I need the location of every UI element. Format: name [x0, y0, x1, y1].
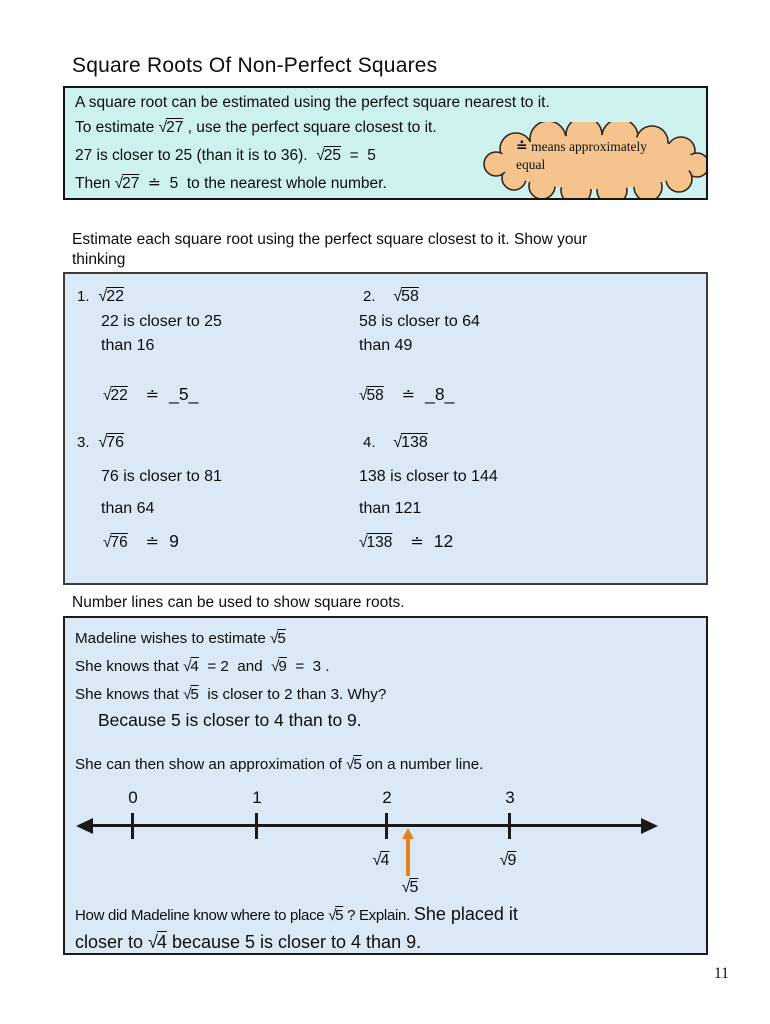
sqrt5-arrow-shaft: [406, 838, 410, 876]
sqrt: √ 138: [393, 434, 427, 451]
tick-label-3: 3: [505, 788, 515, 807]
page-number: 11: [714, 965, 729, 982]
numberline-arrowhead-left-icon: [76, 818, 93, 834]
intro-box: [63, 86, 708, 200]
problem-4-header: 4. √ 138: [363, 434, 428, 452]
madeline-line-3: She knows that √ 5 is closer to 2 than 3. Why?: [75, 686, 386, 703]
sqrt: √ 4: [373, 852, 390, 869]
sqrt: √ 25: [316, 147, 341, 164]
tick-label-2: 2: [382, 788, 392, 807]
numberline-line: [93, 824, 641, 827]
sqrt: √ 76: [98, 434, 124, 451]
tick-3: [508, 813, 511, 839]
intro-line-4: Then √ 27 ≐ 5 to the nearest whole number.: [75, 174, 387, 193]
problem-2-than: than 49: [359, 337, 413, 354]
sqrt: √ 9: [500, 852, 517, 869]
problem-1-than: than 16: [101, 337, 155, 354]
sqrt: √ 5: [270, 630, 286, 647]
problem-3-header: 3. √ 76: [77, 434, 124, 452]
approx-equal-symbol: ≐: [516, 139, 528, 155]
sqrt: √ 27: [115, 175, 140, 192]
tick-0: [131, 813, 134, 839]
problem-4-than: than 121: [359, 500, 422, 517]
madeline-answer-why: Because 5 is closer to 4 than to 9.: [98, 710, 362, 730]
question-line-1: How did Madeline know where to place √ 5 ? Explain. She placed it: [75, 904, 518, 925]
problem-2-answer: _8_: [425, 384, 455, 404]
problems-box: [63, 272, 708, 585]
problem-1-answer: _5_: [169, 384, 199, 404]
sqrt5-label: [388, 879, 432, 897]
problem-1-closer: 22 is closer to 25: [101, 313, 222, 330]
question-line-2: closer to √ 4 because 5 is closer to 4 than 9.: [75, 932, 421, 953]
sqrt: √ 22: [98, 288, 124, 305]
sqrt: √ 138: [359, 534, 392, 551]
madeline-line-2: She knows that √ 4 = 2 and √ 9 = 3 .: [75, 658, 330, 675]
instruction-line-1: Estimate each square root using the perfect square closest to it. Show your: [72, 231, 588, 248]
sqrt: √ 58: [393, 288, 419, 305]
cloud-text: ≐ means approximately equal: [516, 139, 651, 172]
problem-4-closer: 138 is closer to 144: [359, 468, 498, 485]
sqrt9-label: [486, 852, 530, 870]
tick-1: [255, 813, 258, 839]
intro-line-2: To estimate √ 27 , use the perfect square closest to it.: [75, 119, 437, 137]
sqrt: √ 58: [359, 387, 384, 404]
sqrt: √ 4: [183, 658, 199, 675]
problem-2-closer: 58 is closer to 64: [359, 313, 480, 330]
sqrt: √ 27: [159, 119, 184, 136]
sqrt: √ 5: [402, 879, 419, 896]
problem-1-answer-row: [103, 384, 198, 405]
approx-equal-symbol: ≐: [145, 385, 160, 404]
sqrt: √ 22: [103, 387, 128, 404]
problem-3-than: than 64: [101, 500, 155, 517]
numberline-arrowhead-right-icon: [641, 818, 658, 834]
sqrt: √ 9: [271, 658, 287, 675]
sqrt: √ 76: [103, 534, 128, 551]
problem-3-closer: 76 is closer to 81: [101, 468, 222, 485]
problem-3-answer-row: [103, 531, 179, 552]
numberline-note: Number lines can be used to show square roots.: [72, 594, 405, 611]
problem-4-answer-row: [359, 531, 453, 552]
approx-equal-symbol: ≐: [401, 385, 416, 404]
problem-2-header: 2. √ 58: [363, 288, 419, 306]
instruction-line-2: thinking: [72, 251, 126, 268]
sqrt: √ 5: [346, 756, 362, 773]
sqrt: √ 4: [148, 932, 167, 952]
sqrt4-label: [359, 852, 403, 870]
intro-line-3: 27 is closer to 25 (than it is to 36). √ 25 = 5: [75, 147, 376, 165]
madeline-line-5: She can then show an approximation of √ 5 on a number line.: [75, 756, 483, 773]
problem-3-answer: 9: [169, 531, 179, 551]
tick-label-1: 1: [252, 788, 262, 807]
sqrt: √ 5: [183, 686, 199, 703]
tick-label-0: 0: [128, 788, 138, 807]
approx-equal-symbol: ≐: [410, 532, 424, 551]
cloud-callout: [482, 122, 708, 200]
problem-4-answer: 12: [433, 531, 454, 551]
problem-1-header: 1. √ 22: [77, 288, 124, 306]
intro-line-1: A square root can be estimated using the perfect square nearest to it.: [75, 94, 550, 111]
page-title: Square Roots Of Non-Perfect Squares: [72, 54, 438, 77]
madeline-box: [63, 616, 708, 955]
problem-2-answer-row: [359, 384, 454, 405]
tick-2: [385, 813, 388, 839]
madeline-line-1: Madeline wishes to estimate √ 5: [75, 630, 286, 647]
approx-equal-symbol: ≐: [148, 174, 162, 192]
approx-equal-symbol: ≐: [145, 532, 160, 551]
sqrt: √ 5: [328, 907, 343, 924]
